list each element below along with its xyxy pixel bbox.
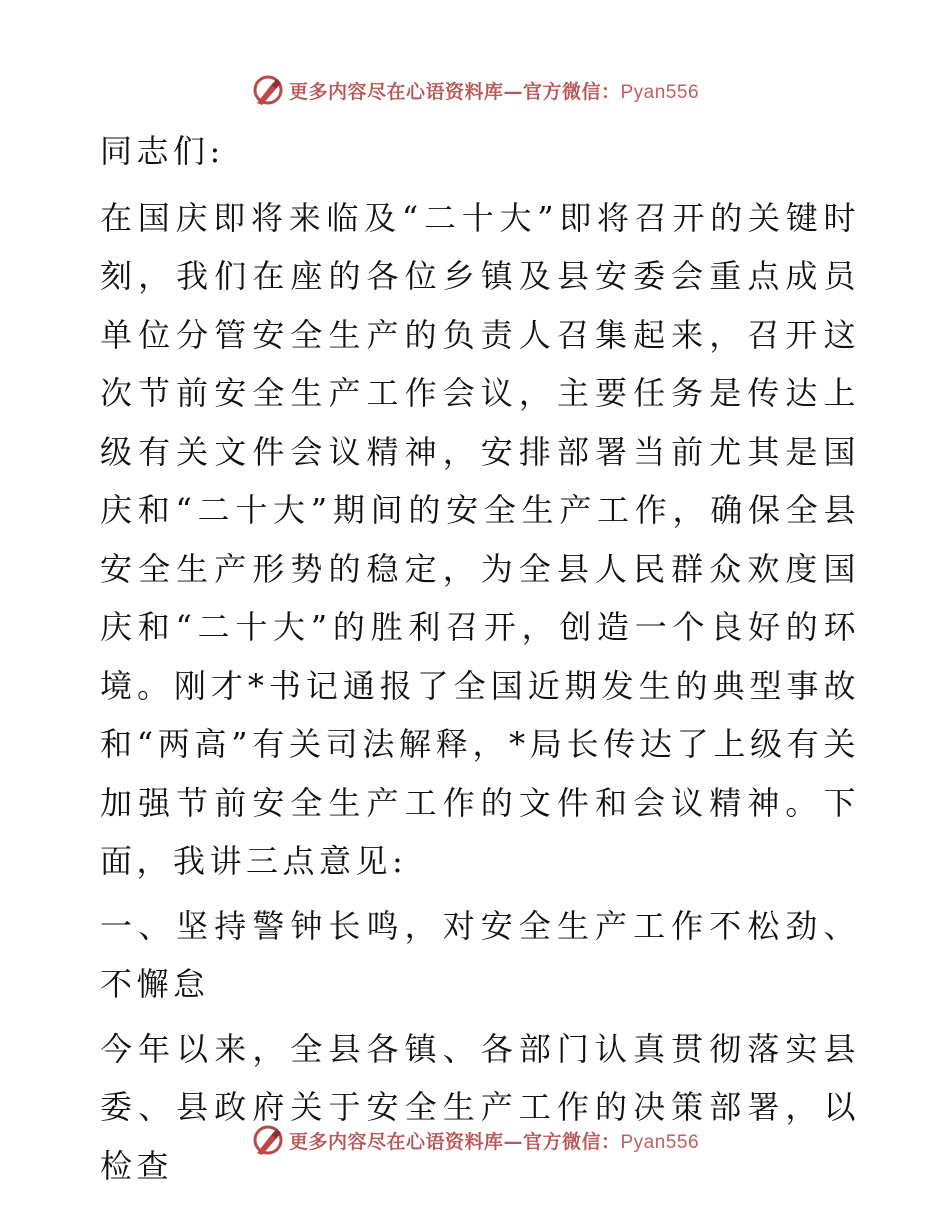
paragraph-2: 今年以来，全县各镇、各部门认真贯彻落实县委、县政府关于安全生产工作的决策部署，以检查 (100, 1029, 860, 1185)
watermark-text: 更多内容尽在心语资料库—官方微信：Pyan556 (288, 80, 700, 103)
header-watermark (0, 70, 950, 110)
paragraph-1: 在国庆即将来临及“二十大”即将召开的关键时刻，我们在座的各位乡镇及县安委会重点成员单位分管安全生产的负责人召集起来，召开这次节前安全生产工作会议，主要任务是传达上级有关文件会议精神，安排部署当前尤其是国庆和“二十大”期间的安全生产工作，确保全县安全生产形势的稳定，为全县人民群众欢度国庆和“二十大”的胜利召开，创造一个良好的环境。刚才*书记通报了全国近期发生的典型事故和“两高”有关司法解释，*局长传达了上级有关加强节前安全生产工作的文件和会议精神。下面，我讲三点意见: (100, 198, 860, 880)
document-body (100, 122, 860, 1195)
pen-logo-icon (251, 73, 285, 107)
greeting: 同志们: (100, 132, 225, 170)
watermark-text: 更多内容尽在心语资料库—官方微信：Pyan556 (288, 1130, 700, 1153)
pen-logo-icon (251, 1123, 285, 1157)
section-heading-1: 一、坚持警钟长鸣，对安全生产工作不松劲、不懈怠 (100, 906, 860, 1003)
footer-watermark (0, 1120, 950, 1160)
